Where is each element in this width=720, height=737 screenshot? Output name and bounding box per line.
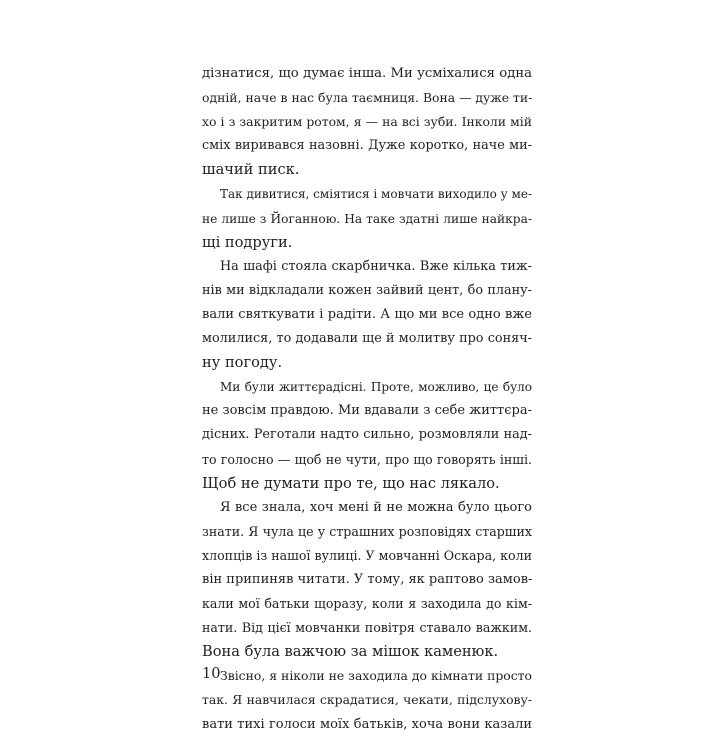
- page-number: 10: [202, 665, 221, 682]
- text-line: не лише з Йоганною. На таке здатні лише найкра-: [202, 211, 532, 226]
- text-line: хо і з закритим ротом, я — на всі зуби. Інколи мій: [202, 114, 532, 130]
- text-line: щі подруги.: [202, 233, 293, 251]
- text-line: нів ми відкладали кожен зайвий цент, бо плану-: [202, 282, 532, 298]
- text-line: дісних. Реготали надто сильно, розмовляли над-: [202, 427, 532, 443]
- text-line: вати тихі голоси моїх батьків, хоча вони казали: [202, 716, 532, 732]
- text-line: не зовсім правдою. Ми вдавали з себе життєра-: [202, 403, 532, 419]
- text-line: Вона була важчою за мішок каменюк.: [202, 643, 499, 661]
- text-line: молилися, то додавали ще й молитву про соняч-: [202, 331, 532, 347]
- text-line: Ми були життєрадісні. Проте, можливо, це було: [220, 380, 532, 395]
- text-line: Щоб не думати про те, що нас лякало.: [202, 474, 500, 492]
- text-line: шачий писк.: [202, 161, 300, 179]
- text-line: дізнатися, що думає інша. Ми усміхалися одна: [202, 66, 532, 81]
- text-line: сміх виривався назовні. Дуже коротко, наче ми-: [202, 138, 532, 154]
- text-line: він припиняв читати. У тому, як раптово замов-: [202, 571, 533, 587]
- text-line: хлопців із нашої вулиці. У мовчанні Оскара, коли: [202, 547, 532, 563]
- text-line: Звісно, я ніколи не заходила до кімнати просто: [220, 668, 532, 684]
- text-line: вали святкувати і радіти. А що ми все одно вже: [202, 306, 532, 322]
- text-line: ну погоду.: [202, 354, 283, 372]
- text-line: то голосно — щоб не чути, про що говорять інші.: [202, 451, 532, 467]
- text-line: Я все знала, хоч мені й не можна було цього: [220, 499, 532, 515]
- text-line: На шафі стояла скарбничка. Вже кілька тиж-: [220, 258, 532, 274]
- text-line: так. Я навчилася скрадатися, чекати, підслухову-: [202, 692, 532, 708]
- text-line: Так дивитися, сміятися і мовчати виходило у ме-: [220, 187, 533, 202]
- text-line: кали мої батьки щоразу, коли я заходила до кім-: [202, 596, 532, 612]
- text-line: нати. Від цієї мовчанки повітря ставало важким.: [202, 620, 532, 636]
- body-text: [202, 62, 532, 737]
- text-line: одній, наче в нас була таємниця. Вона — дуже ти-: [202, 90, 533, 106]
- text-line: знати. Я чула це у страшних розповідях старших: [202, 523, 532, 539]
